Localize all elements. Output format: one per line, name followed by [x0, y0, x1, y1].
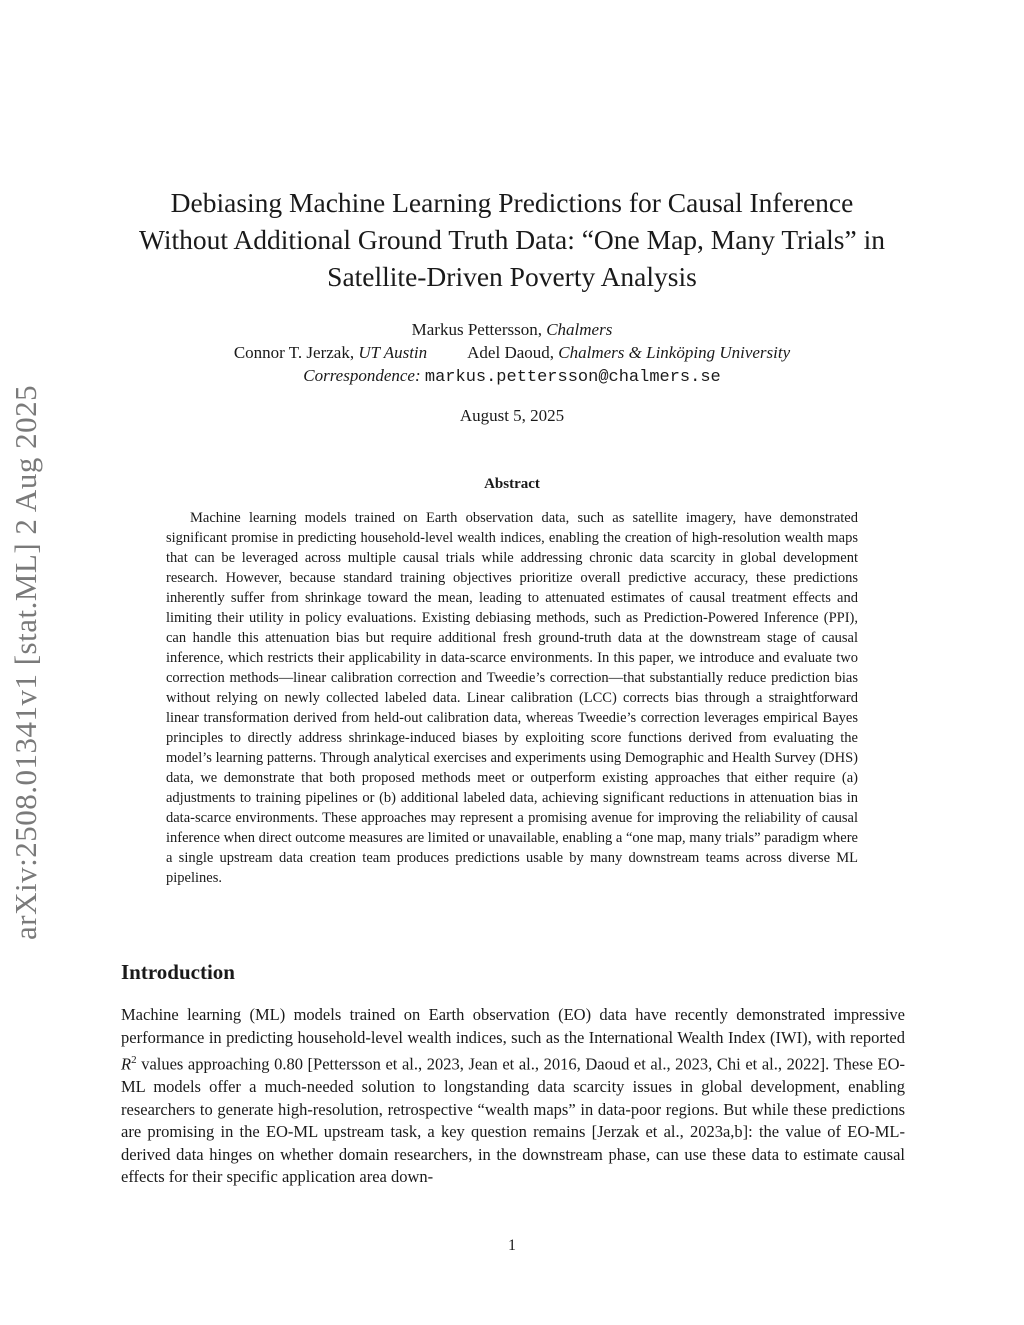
- author-affiliation: Chalmers: [546, 320, 613, 339]
- abstract-body: Machine learning models trained on Earth observation data, such as satellite imagery, have demonstrated significant promise in predicting household-level wealth indices, enabling the creation of high-resolution wealth maps that can be leveraged across multiple causal trials while addressing chronic data scarcity in global development research. However, because standard training objectives prioritize overall predictive accuracy, these predictions inherently suffer from shrinkage toward the mean, leading to attenuated estimates of causal treatment effects and limiting their utility in policy evaluations. Existing debiasing methods, such as Prediction-Powered Inference (PPI), can handle this attenuation bias but require additional fresh ground-truth data at the downstream stage of causal inference, which restricts their applicability in data-scarce environments. In this paper, we introduce and evaluate two correction methods—linear calibration correction and Tweedie’s correction—that substantially reduce prediction bias without relying on newly collected labeled data. Linear calibration (LCC) corrects bias through a straightforward linear transformation derived from held-out calibration data, whereas Tweedie’s correction leverages empirical Bayes principles to directly address shrinkage-induced biases by exploiting score functions derived from evaluating the model’s learning patterns. Through analytical exercises and experiments using Demographic and Health Survey (DHS) data, we demonstrate that both proposed methods meet or outperform existing approaches that either require (a) adjustments to training pipelines or (b) additional labeled data, achieving significant reductions in attenuation bias in data-scarce environments. These approaches may represent a promising avenue for improving the reliability of causal inference when direct outcome measures are limited or unavailable, enabling a “one map, many trials” paradigm where a single upstream data creation team produces predictions usable by many downstream teams across diverse ML pipelines.: [166, 510, 858, 886]
- author-block: [100, 318, 924, 389]
- author-name: Markus Pettersson,: [411, 320, 547, 339]
- page-number: 1: [508, 1237, 516, 1254]
- title-line: Satellite-Driven Poverty Analysis: [327, 261, 697, 292]
- r-squared-exponent: 2: [131, 1054, 137, 1066]
- title-line: Without Additional Ground Truth Data: “One Map, Many Trials” in: [139, 224, 885, 255]
- publication-date: August 5, 2025: [459, 406, 565, 425]
- title-line: Debiasing Machine Learning Predictions for Causal Inference: [170, 187, 854, 218]
- author-name: Adel Daoud,: [467, 343, 559, 362]
- abstract-heading: Abstract: [484, 476, 540, 492]
- paper-title: [100, 184, 924, 295]
- author-affiliation: UT Austin: [358, 343, 428, 362]
- introduction-paragraph: [121, 1004, 905, 1189]
- r-squared-symbol: R: [121, 1054, 132, 1074]
- correspondence-email[interactable]: markus.pettersson@chalmers.se: [424, 368, 721, 387]
- arxiv-identifier-stamp: arXiv:2508.01341v1 [stat.ML] 2 Aug 2025: [8, 384, 43, 941]
- author-name: Connor T. Jerzak,: [233, 343, 359, 362]
- author-row-2: [100, 341, 924, 364]
- section-heading-introduction: Introduction: [121, 960, 235, 984]
- correspondence-row: [100, 364, 924, 389]
- intro-text-part: Machine learning (ML) models trained on Earth observation (EO) data have recently demonstrated impressive performance in predicting household-level wealth indices, such as the International Wealth Index (IWI), with reported: [121, 1005, 905, 1047]
- author-row-1: [100, 318, 924, 341]
- author-affiliation: Chalmers & Linköping University: [558, 343, 791, 362]
- correspondence-label: Correspondence:: [303, 366, 421, 385]
- intro-text-part: values approaching 0.80 [Pettersson et al., 2023, Jean et al., 2016, Daoud et al., 2023, Chi et al., 2022]. These EO-ML models offer a much-needed solution to longstanding data scarcity issues in global development, enabling researchers to generate high-resolution, retrospective “wealth maps” in data-poor regions. But while these predictions are promising in the EO-ML upstream task, a key question remains [Jerzak et al., 2023a,b]: the value of EO-ML-derived data hinges on whether domain researchers, in the downstream phase, can use these data to estimate causal effects for their specific application area down-: [121, 1054, 905, 1186]
